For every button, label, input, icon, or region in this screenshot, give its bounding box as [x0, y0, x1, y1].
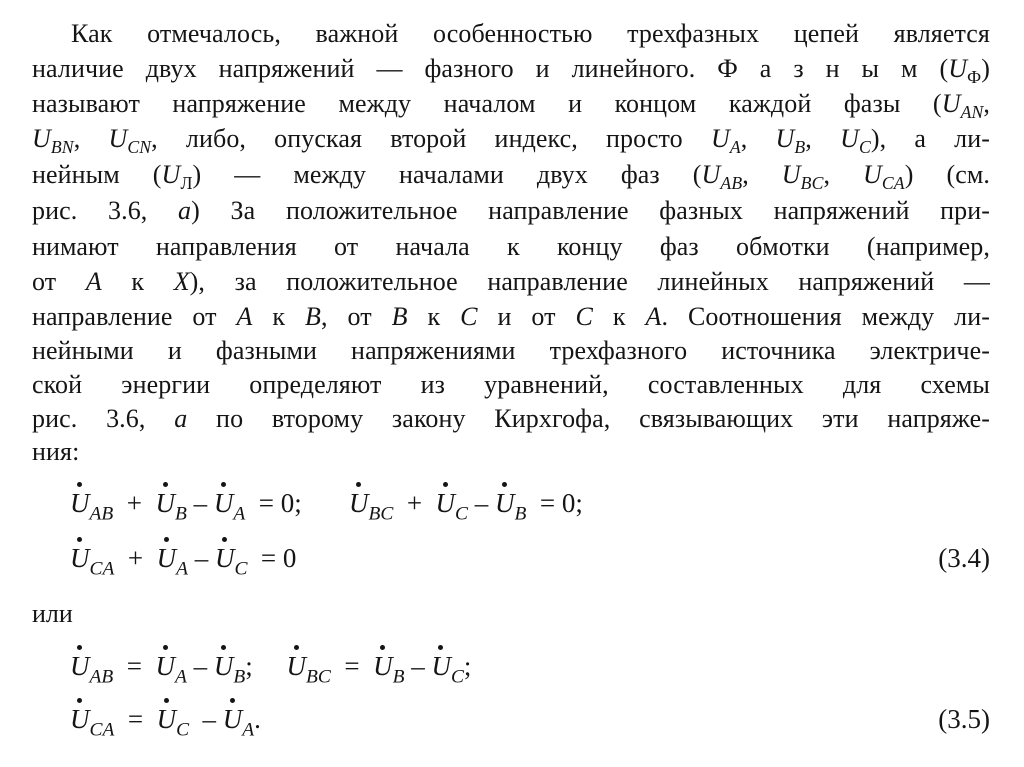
text-segment: за положительное направление линейных напряжений —: [234, 267, 990, 296]
phasor-u-a: U: [157, 541, 177, 575]
text-segment: ) За положительное направление фазных напряжений при-: [191, 196, 990, 225]
paragraph-line-4: [32, 124, 991, 158]
text-segment: называют напряжение между началом и концом каждой фазы: [32, 89, 901, 118]
phasor-u-ca: U: [70, 702, 90, 736]
text-segment: рис. 3.6,: [32, 404, 175, 433]
paragraph-line-2: [32, 54, 990, 88]
phasor-u-a: U: [223, 702, 243, 736]
equation-3-5-row-1: $U_{AB}$ = $U_A$ – $U_B$; $U_{BC}$ = $U_B$ – $U_C$;: [70, 649, 471, 683]
paragraph-line-10: [32, 336, 990, 366]
connector-word: или: [32, 599, 73, 628]
paragraph-line-9: [32, 302, 990, 332]
text-segment: (см.: [946, 160, 991, 189]
paragraph-line-1: [71, 19, 990, 49]
inline-math: $(U_Л)$: [152, 160, 202, 194]
phasor-u-b: U: [155, 486, 175, 520]
phasor-u-ca: U: [70, 541, 90, 575]
equation-number-3-5: (3.5): [938, 704, 990, 734]
text-segment: либо, опуская второй индекс, просто: [185, 124, 683, 153]
text-segment: — между началами двух фаз: [234, 160, 660, 189]
phasor-u-bc: U: [287, 649, 307, 683]
inline-math: $U_A$, $U_B$, $U_C$),: [710, 124, 887, 158]
equation-3-5-row-2: $U_{CA}$ = $U_C$ – $U_A$.: [70, 702, 261, 736]
equation-number-3-4: (3.4): [938, 543, 990, 573]
text-segment: от: [32, 267, 57, 296]
equation-3-4-row-2: $U_{CA}$ + $U_A$ – $U_C = 0$: [70, 541, 296, 575]
phasor-u-b: U: [214, 649, 234, 683]
text-segment: направление от A к B, от B к C и от C к A.: [32, 302, 669, 331]
paragraph-line-8: [32, 267, 990, 297]
paragraph-line-13: [32, 437, 79, 467]
phasor-u-c: U: [431, 649, 451, 683]
paragraph-line-7: [32, 232, 990, 262]
inline-math: $U_{BN}$, $U_{CN}$,: [32, 124, 158, 158]
figure-ref-letter: а: [178, 196, 192, 225]
text-segment: наличие двух напряжений — фазного и линейного. Ф а з н ы м: [32, 54, 918, 83]
phasor-u-a: U: [155, 649, 175, 683]
phasor-u-c: U: [157, 702, 177, 736]
phasor-u-b: U: [373, 649, 393, 683]
phasor-u-ab: U: [70, 649, 90, 683]
paragraph-line-11: [32, 370, 990, 400]
text-segment: а ли-: [914, 124, 991, 153]
text-segment: Соотношения между ли-: [687, 302, 991, 331]
paragraph-line-6: [32, 196, 990, 226]
text-segment: ния:: [32, 437, 80, 466]
figure-ref-letter: а: [174, 404, 188, 433]
phasor-u-c: U: [436, 486, 456, 520]
phasor-u-bc: U: [349, 486, 369, 520]
inline-math: ($U_{AB}$, $U_{BC}$, $U_{CA}$): [692, 160, 914, 194]
text-segment: нимают направления от начала к концу фаз обмотки (например,: [32, 232, 990, 261]
inline-math: $(U_Ф)$: [939, 54, 990, 88]
phasor-u-b: U: [495, 486, 515, 520]
text-segment: ской энергии определяют из уравнений, составленных для схемы: [32, 370, 990, 399]
text-segment: нейными и фазными напряжениями трехфазного источника электриче-: [32, 336, 990, 365]
paragraph-line-12: [32, 404, 990, 434]
text-segment: A к X),: [85, 267, 206, 296]
phasor-u-a: U: [214, 486, 234, 520]
text-segment: рис. 3.6,: [32, 196, 179, 225]
equation-3-4-row-1: $U_{AB}$ + $U_B$ – $U_A = 0$; $U_{BC}$ + $U_C$ – $U_B = 0$;: [70, 486, 583, 520]
text-segment: нейным: [32, 160, 120, 189]
inline-math: ($U_{AN}$,: [932, 89, 990, 123]
phasor-u-ab: U: [70, 486, 90, 520]
paragraph-line-5: [32, 160, 991, 194]
text-segment: по второму закону Кирхгофа, связывающих эти напряже-: [187, 404, 990, 433]
paragraph-line-3: [32, 89, 990, 123]
phasor-u-c: U: [215, 541, 235, 575]
text-segment: Как отмечалось, важной особенностью трехфазных цепей является: [71, 19, 990, 48]
